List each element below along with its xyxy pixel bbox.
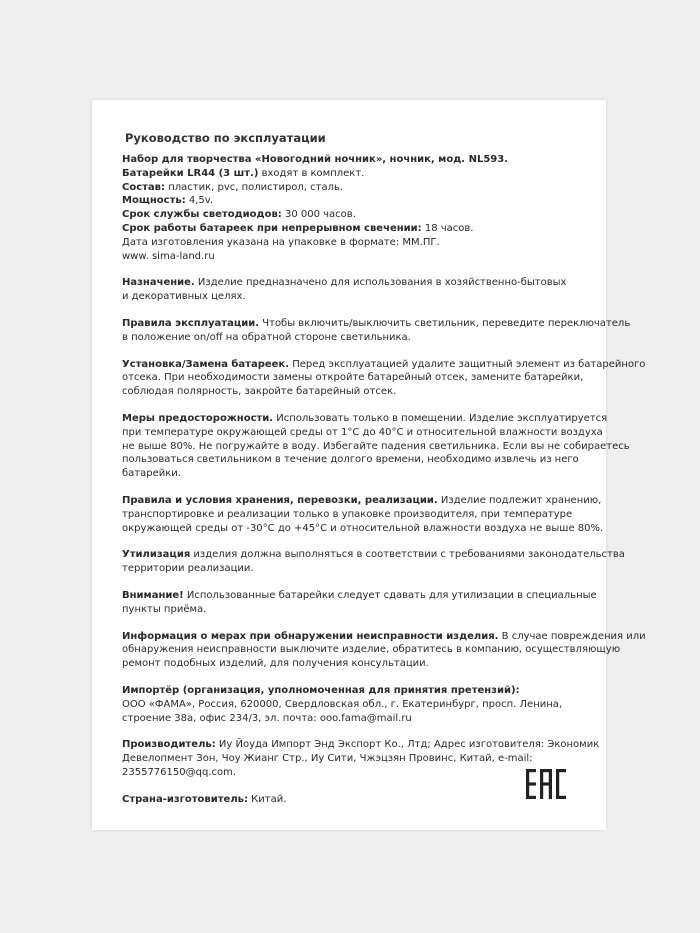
manufacturer-line — [122, 752, 588, 766]
header-bold-label: Срок службы светодиодов: — [122, 209, 282, 221]
rules-line — [122, 331, 588, 345]
precautions-line — [122, 412, 608, 426]
disposal-text: изделия должна выполняться в соответствии с требованиями законодательства — [190, 549, 625, 561]
disposal-bold-label: Утилизация — [122, 549, 191, 561]
manufacturer-bold-label: Производитель: — [122, 739, 216, 751]
header-bold-label: Набор для творчества «Новогодний ночник», ночник, мод. NL593. — [122, 154, 508, 165]
purpose-text: Изделие предназначено для использования в хозяйственно-бытовых — [194, 277, 567, 289]
importer-text: строение 38а, офис 234/3, эл. почта: ooo.fama@mail.ru — [122, 712, 412, 724]
attention-line — [122, 589, 597, 603]
rules-block — [122, 317, 631, 345]
storage-line — [122, 508, 588, 522]
storage-line — [122, 522, 604, 536]
precautions-line — [122, 426, 603, 440]
storage-block — [122, 494, 604, 535]
storage-text: окружающей среды от -30°С до +45°С и относительной влажности воздуха не выше 80%. — [122, 522, 604, 534]
manufacturer-line — [122, 738, 600, 752]
eac-certification-mark — [524, 767, 568, 801]
importer-bold-label: Импортёр (организация, уполномоченная для принятия претензий): — [122, 684, 520, 696]
header-line — [122, 194, 588, 208]
country-line — [122, 793, 588, 807]
manufacturer-block — [122, 738, 600, 779]
header-text: 4,5v. — [185, 195, 214, 207]
attention-text: пункты приёма. — [122, 603, 207, 615]
importer-line — [122, 698, 588, 712]
precautions-block — [122, 412, 630, 481]
attention-line — [122, 603, 588, 617]
country-bold-label: Страна-изготовитель: — [122, 793, 248, 805]
battery-line — [122, 358, 646, 372]
header-line — [122, 167, 588, 181]
purpose-block — [122, 276, 588, 304]
importer-text: ООО «ФАМА», Россия, 620000, Свердловская обл., г. Екатеринбург, просп. Ленина, — [122, 698, 563, 710]
rules-line — [122, 317, 631, 331]
header-text: 18 часов. — [421, 222, 474, 234]
battery-bold-label: Установка/Замена батареек. — [122, 358, 290, 370]
attention-text: Использованные батарейки следует сдавать для утилизации в специальные — [183, 589, 597, 601]
precautions-line — [122, 440, 630, 454]
storage-line — [122, 494, 602, 508]
header-text: www. sima-land.ru — [122, 250, 215, 262]
header-line — [122, 153, 588, 167]
precautions-text: Использовать только в помещении. Изделие эксплуатируется — [273, 412, 608, 424]
precautions-text: батарейки. — [122, 468, 181, 480]
attention-block — [122, 589, 597, 617]
storage-bold-label: Правила и условия хранения, перевозки, реализации. — [122, 494, 438, 506]
disposal-line — [122, 562, 588, 576]
malfunction-block — [122, 630, 646, 671]
disposal-line — [122, 548, 625, 562]
malfunction-line — [122, 657, 588, 671]
storage-text: транспортировке и реализации только в упаковке производителя, при температуре — [122, 508, 573, 520]
purpose-bold-label: Назначение. — [122, 277, 195, 289]
instruction-sheet — [92, 100, 646, 830]
malfunction-text: обнаружения неисправности выключите изделие, обратитесь в компанию, осуществляющую — [122, 644, 621, 656]
header-block — [122, 153, 588, 263]
battery-text: отсека. При необходимости замены откройте батарейный отсек, замените батарейки, — [122, 372, 584, 384]
battery-line — [122, 371, 588, 385]
header-bold-label: Батарейки LR44 (3 шт.) — [122, 167, 259, 179]
malfunction-text: ремонт подобных изделий, для получения консультации. — [122, 658, 429, 670]
precautions-text: не выше 80%. Не погружайте в воду. Избегайте падения светильника. Если вы не собираетесь — [122, 440, 630, 452]
malfunction-line — [122, 643, 621, 657]
precautions-text: пользоваться светильником в течение долгого времени, необходимо извлечь из него — [122, 454, 579, 466]
purpose-text: и декоративных целях. — [122, 291, 246, 303]
header-line — [122, 222, 588, 236]
header-line — [122, 208, 588, 222]
header-text: Дата изготовления указана на упаковке в формате: ММ.ПГ. — [122, 236, 440, 248]
document-title: Руководство по эксплуатации — [125, 131, 326, 145]
header-bold-label: Мощность: — [122, 195, 186, 207]
battery-line — [122, 385, 588, 399]
manufacturer-line — [122, 766, 588, 780]
disposal-text: территории реализации. — [122, 563, 254, 575]
header-bold-label: Состав: — [122, 181, 166, 193]
header-text: пластик, pvc, полистирол, сталь. — [165, 181, 344, 193]
importer-line — [122, 684, 588, 698]
header-line — [122, 181, 588, 195]
importer-line — [122, 712, 588, 726]
malfunction-line — [122, 630, 646, 644]
purpose-line — [122, 290, 588, 304]
header-bold-label: Срок работы батареек при непрерывном свечении: — [122, 222, 422, 234]
header-line — [122, 250, 588, 264]
disposal-block — [122, 548, 625, 576]
manufacturer-text: Девелопмент Зон, Чоу Жианг Стр., Иу Сити, Чжэцзян Провинс, Китай, e-mail: — [122, 753, 533, 765]
precautions-text: при температуре окружающей среды от 1°С до 40°С и относительной влажности воздуха — [122, 426, 603, 438]
precautions-line — [122, 467, 588, 481]
battery-text: соблюдая полярность, закройте батарейный отсек. — [122, 386, 397, 398]
precautions-line — [122, 453, 588, 467]
country-block — [122, 793, 588, 807]
rules-bold-label: Правила эксплуатации. — [122, 317, 260, 329]
malfunction-bold-label: Информация о мерах при обнаружении неисправности изделия. — [122, 630, 499, 642]
battery-block — [122, 358, 646, 399]
header-text: входят в комплект. — [258, 167, 365, 179]
attention-bold-label: Внимание! — [122, 589, 184, 601]
purpose-line — [122, 276, 588, 290]
manufacturer-text: Иу Йоуда Импорт Энд Экспорт Ко., Лтд; Адрес изготовителя: Экономик — [215, 739, 600, 751]
battery-text: Перед эксплуатацией удалите защитный элемент из батарейного — [289, 358, 646, 370]
importer-block — [122, 684, 588, 725]
header-line — [122, 236, 588, 250]
country-text: Китай. — [248, 793, 287, 805]
header-text: 30 000 часов. — [281, 209, 356, 221]
malfunction-text: В случае повреждения или — [498, 630, 646, 642]
manufacturer-text: 2355776150@qq.com. — [122, 766, 237, 778]
rules-text: Чтобы включить/выключить светильник, переведите переключатель — [259, 317, 631, 329]
rules-text: в положение on/off на обратной стороне светильника. — [122, 331, 411, 343]
storage-text: Изделие подлежит хранению, — [437, 494, 602, 506]
precautions-bold-label: Меры предосторожности. — [122, 412, 274, 424]
